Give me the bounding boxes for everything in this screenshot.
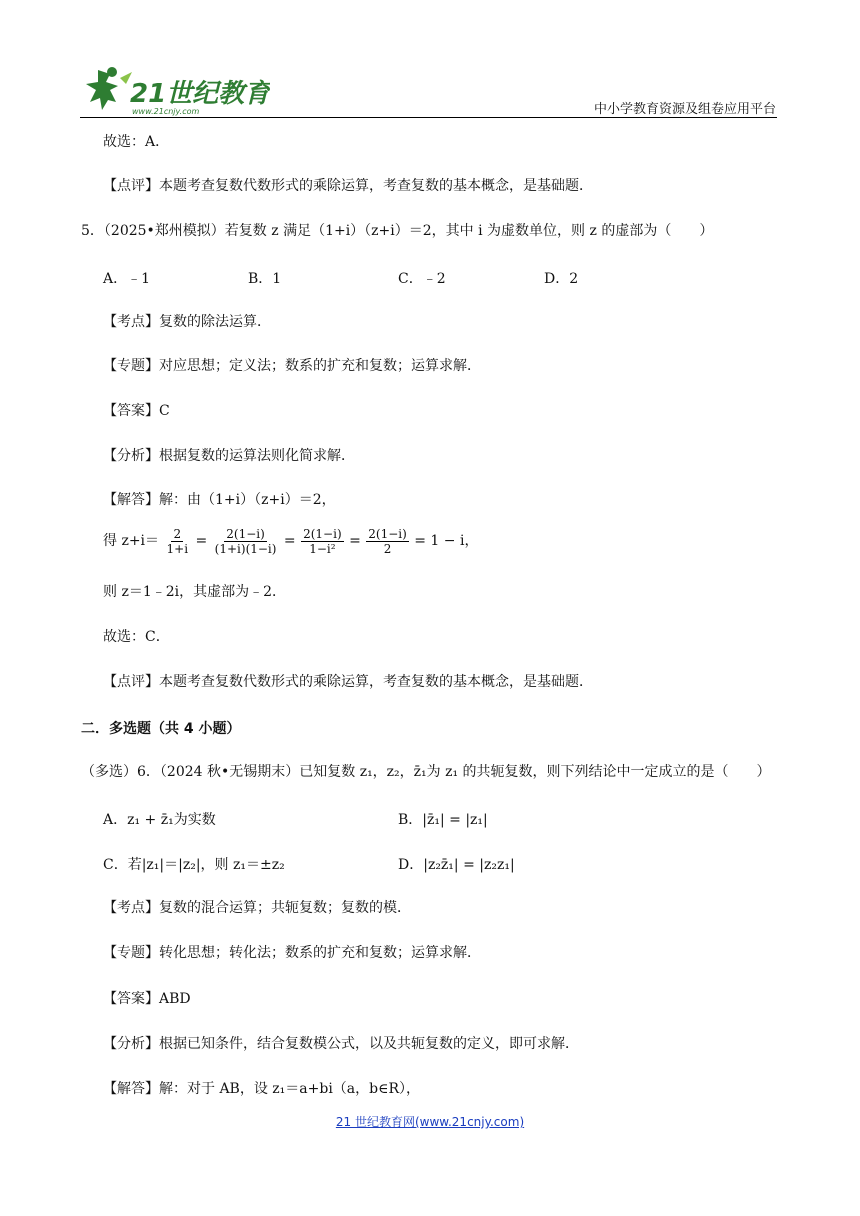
question-6-stem: （多选）6．（2024 秋•无锡期末）已知复数 z₁，z₂，z̄₁为 z₁ 的共轭复数，则下列结论中一定成立的是（ ） (81, 764, 771, 780)
question-5-stem: 5．（2025•郑州模拟）若复数 z 满足（1+i）（z+i）＝2，其中 i 为虚数单位，则 z 的虚部为（ ） (81, 223, 714, 239)
q5-choice: 故选：C． (103, 629, 170, 645)
comment-line: 【点评】本题考查复数代数形式的乘除运算，考查复数的基本概念，是基础题． (103, 178, 593, 194)
q6-option-c: C．若|z₁|＝|z₂|，则 z₁＝±z₂ (103, 857, 285, 873)
q6-knowledge-point: 【考点】复数的混合运算；共轭复数；复数的模． (103, 900, 411, 916)
header-divider (80, 117, 777, 118)
q6-option-b: B．|z̄₁| = |z₁| (398, 812, 488, 828)
eq-fraction-3: $\frac{2(1-i)}{\text{1−i²}}$ (303, 526, 342, 556)
q5-option-c: C．﹣2 (398, 271, 446, 287)
q6-analysis: 【分析】根据已知条件，结合复数模公式，以及共轭复数的定义，即可求解． (103, 1036, 579, 1052)
q6-topic: 【专题】转化思想；转化法；数系的扩充和复数；运算求解． (103, 945, 481, 961)
eq-tail: = 1 − i， (414, 533, 479, 549)
q5-answer: 【答案】C (103, 403, 170, 419)
answer-choice-line: 故选：A． (103, 134, 170, 150)
eq-fraction-2: $\frac{2(1-i)}{(1+i)(1-i)}$ (214, 526, 277, 556)
q6-option-a: A．z₁ + z̄₁为实数 (103, 812, 216, 828)
q5-knowledge-point: 【考点】复数的除法运算． (103, 314, 271, 330)
q5-comment: 【点评】本题考查复数代数形式的乘除运算，考查复数的基本概念，是基础题． (103, 674, 593, 690)
footer-link[interactable]: 21 世纪教育网(www.21cnjy.com) (335, 1115, 525, 1129)
q6-answer: 【答案】ABD (103, 991, 191, 1007)
q5-analysis: 【分析】根据复数的运算法则化简求解． (103, 448, 355, 464)
q5-option-b: B．1 (248, 271, 282, 287)
svg-text:www.21cnjy.com: www.21cnjy.com (132, 107, 200, 116)
eq-prefix: 得 z+i＝ (103, 533, 160, 549)
eq-fraction-4: $\frac{2(1-i)}{2}$ (368, 526, 407, 556)
q6-option-d: D．|z₂z̄₁| = |z₂z₁| (398, 857, 515, 873)
q5-option-d: D．2 (544, 271, 579, 287)
q5-topic: 【专题】对应思想；定义法；数系的扩充和复数；运算求解． (103, 358, 481, 374)
q5-solution-intro: 【解答】解：由（1+i）（z+i）＝2， (103, 492, 336, 508)
q6-solution-intro: 【解答】解：对于 AB，设 z₁＝a+bi（a，b∈R）， (103, 1081, 421, 1097)
eq-fraction-1: $\frac{2}{1+i}$ (166, 526, 189, 556)
section-heading-multiple-choice: 二．多选题（共 4 小题） (81, 721, 241, 737)
q5-option-a: A．﹣1 (103, 271, 151, 287)
q5-equation: 得 z+i＝ $\frac{2}{1+i}$ = $\frac{2(1-i)}{(1+i)(1-i)}$ = $\frac{2(1-i)}{\text{1−i²}}$ = $\frac{2(1-i)}{2}$ = 1 − i， (103, 526, 479, 556)
site-logo (80, 62, 270, 120)
svg-text:21世纪教育: 21世纪教育 (130, 79, 270, 109)
q5-result: 则 z＝1﹣2i，其虚部为﹣2． (103, 584, 287, 600)
header-platform-title: 中小学教育资源及组卷应用平台 (593, 102, 776, 117)
